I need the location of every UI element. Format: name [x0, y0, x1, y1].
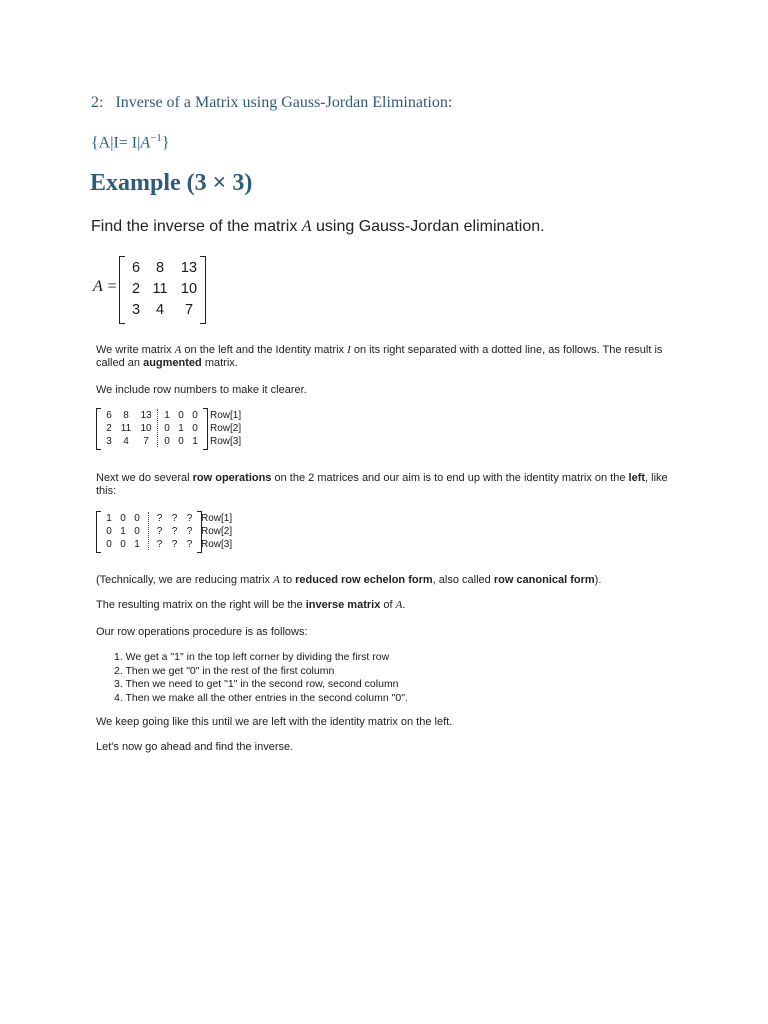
formula-var: A [140, 134, 151, 152]
list-item: 3. Then we need to get "1" in the second row, second column [114, 678, 399, 690]
aug2-left-grid [102, 512, 144, 551]
paragraph-row-numbers: We include row numbers to make it clearer. [96, 384, 307, 396]
matrix-cell: 11 [120, 423, 132, 434]
list-item: 2. Then we get "0" in the rest of the first column [114, 664, 335, 677]
text: . [402, 599, 406, 611]
matrix-cell: 10 [140, 423, 152, 434]
augmented-formula [91, 132, 170, 152]
matrix-cell: 3 [131, 302, 141, 318]
matrix-cell: 1 [134, 539, 140, 550]
augmented-matrix-1 [96, 408, 256, 448]
row-labels [201, 512, 232, 551]
math-var: A [273, 574, 280, 586]
matrix-cell: ? [171, 526, 178, 537]
formula-suffix: } [161, 134, 170, 152]
section-title: Inverse of a Matrix using Gauss-Jordan Elimination: [115, 94, 453, 111]
matrix-cell: 0 [120, 539, 126, 550]
aug1-left-grid [102, 409, 156, 448]
matrix-cell: 0 [134, 526, 140, 537]
matrix-cell: ? [171, 513, 178, 524]
text: of [380, 599, 396, 611]
matrix-cell: 8 [123, 410, 129, 421]
text: on the left and the Identity matrix [181, 344, 348, 356]
matrix-cell: 11 [152, 281, 168, 297]
matrix-a-label: A = [93, 278, 118, 295]
text: , like this: [96, 472, 668, 497]
matrix-cell: 0 [134, 513, 140, 524]
matrix-cell: 1 [192, 436, 198, 447]
text: matrix. [201, 357, 238, 369]
row-label: Row[3] [210, 436, 242, 447]
row-label: Row[2] [210, 423, 242, 434]
paragraph-result [96, 599, 405, 612]
find-text-1: Find the inverse of the matrix [91, 218, 302, 235]
paragraph-procedure: Our row operations procedure is as follows: [96, 626, 308, 638]
matrix-cell: ? [156, 526, 163, 537]
matrix-cell: ? [186, 539, 193, 550]
matrix-cell: 10 [180, 281, 198, 297]
procedure-steps [114, 651, 408, 705]
matrix-cell: 0 [178, 410, 184, 421]
matrix-cell: 8 [155, 260, 165, 276]
matrix-cell: 0 [164, 436, 170, 447]
matrix-cell: ? [171, 539, 178, 550]
text: The resulting matrix on the right will be the [96, 599, 306, 611]
matrix-cell: 7 [143, 436, 149, 447]
matrix-cell: 0 [192, 423, 198, 434]
matrix-cell: 0 [178, 436, 184, 447]
matrix-cell: 1 [178, 423, 184, 434]
text: on its right separated with a dotted line, as follows. The result is called an [96, 344, 663, 369]
text: to [279, 574, 296, 586]
bold-term: left [628, 472, 646, 484]
text: ). [594, 574, 602, 586]
matrix-cell: ? [186, 513, 193, 524]
text: on the 2 matrices and our aim is to end up with the identity matrix on the [271, 472, 629, 484]
text: , also called [432, 574, 494, 586]
matrix-cell: 0 [120, 513, 126, 524]
bold-term: row canonical form [493, 574, 595, 586]
math-var: A [174, 344, 182, 356]
matrix-cell: 0 [192, 410, 198, 421]
formula-prefix: {A|I= I| [91, 134, 141, 152]
paragraph-lets-go: Let's now go ahead and find the inverse. [96, 741, 294, 753]
matrix-cell: 2 [131, 281, 141, 297]
math-var: I [347, 344, 351, 356]
row-label: Row[1] [210, 410, 242, 421]
find-instruction [91, 218, 545, 236]
math-var: A [395, 599, 403, 611]
matrix-cell: 6 [106, 410, 112, 421]
paragraph-technically [96, 574, 601, 587]
matrix-cell: 3 [106, 436, 112, 447]
right-bracket [200, 256, 206, 324]
matrix-a-grid [126, 258, 204, 321]
matrix-cell: 4 [155, 302, 165, 318]
text: (Technically, we are reducing matrix [96, 574, 274, 586]
aug1-right-grid [160, 409, 202, 448]
row-labels [210, 409, 241, 448]
matrix-cell: 6 [131, 260, 141, 276]
left-bracket [96, 408, 101, 450]
list-item: 4. Then we make all the other entries in the second column "0". [114, 691, 408, 704]
formula-exponent: −1 [150, 132, 162, 144]
paragraph-keep-going: We keep going like this until we are left with the identity matrix on the left. [96, 716, 453, 728]
matrix-cell: 1 [164, 410, 170, 421]
matrix-cell: 2 [106, 423, 112, 434]
example-title: Example (3 × 3) [90, 170, 253, 196]
matrix-cell: 0 [106, 539, 112, 550]
matrix-cell: 0 [164, 423, 170, 434]
text: We write matrix [96, 344, 175, 356]
left-bracket [96, 511, 101, 553]
bold-term: augmented [143, 357, 202, 369]
left-bracket [119, 256, 125, 324]
bold-term: reduced row echelon form [295, 574, 433, 586]
section-number: 2: [91, 94, 104, 111]
aug2-right-grid [152, 512, 197, 551]
paragraph-row-operations [96, 472, 686, 498]
paragraph-augmented-intro [96, 344, 686, 370]
matrix-cell: ? [156, 539, 163, 550]
matrix-cell: ? [156, 513, 163, 524]
matrix-a [93, 256, 213, 324]
matrix-cell: 13 [180, 260, 198, 276]
row-label: Row[2] [201, 526, 233, 537]
matrix-cell: 1 [106, 513, 112, 524]
matrix-cell: ? [186, 526, 193, 537]
list-item: 1. We get a "1" in the top left corner by dividing the first row [114, 651, 390, 663]
matrix-cell: 1 [120, 526, 126, 537]
text: Next we do several [96, 472, 193, 484]
right-bracket [203, 408, 208, 450]
find-text-2: using Gauss-Jordan elimination. [311, 218, 545, 235]
find-var: A [301, 218, 312, 235]
augmented-matrix-2 [96, 511, 256, 551]
section-heading [91, 94, 452, 112]
matrix-cell: 0 [106, 526, 112, 537]
dotted-separator [148, 512, 149, 550]
dotted-separator [157, 409, 158, 447]
matrix-cell: 4 [123, 436, 129, 447]
bold-term: row operations [192, 472, 272, 484]
matrix-cell: 7 [184, 302, 194, 318]
matrix-cell: 13 [140, 410, 152, 421]
row-label: Row[3] [201, 539, 233, 550]
row-label: Row[1] [201, 513, 233, 524]
bold-term: inverse matrix [305, 599, 381, 611]
